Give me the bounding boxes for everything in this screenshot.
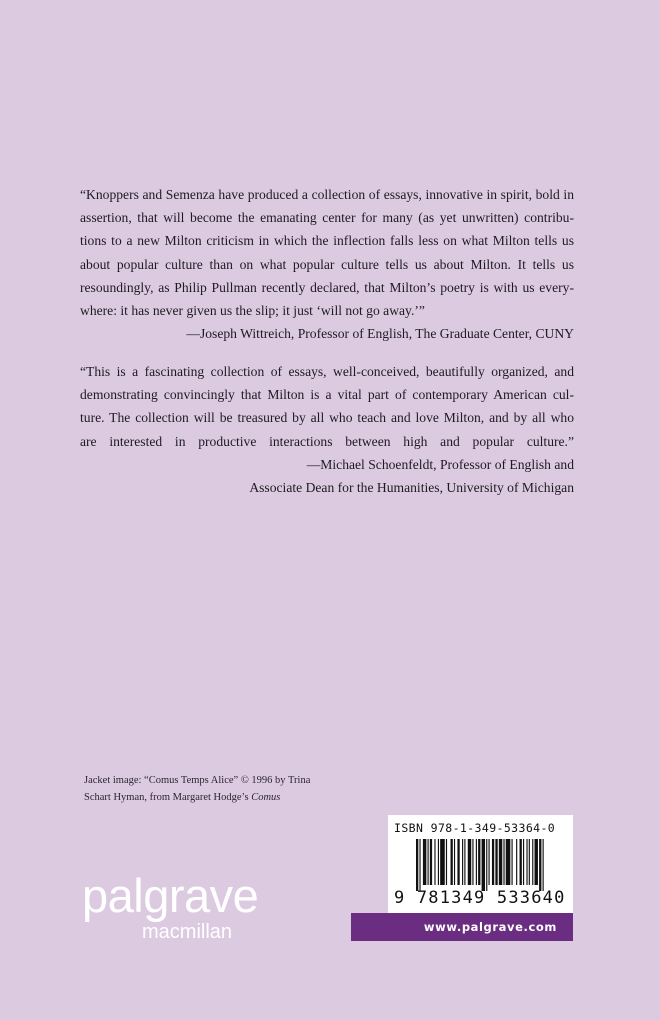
isbn-barcode [388, 815, 573, 913]
barcode-bar [488, 839, 489, 885]
quote-line: ture. The collection will be treasured by all who teach and love Milton, and by all who [80, 410, 574, 426]
barcode-bar [419, 839, 420, 891]
barcode-bar [464, 839, 465, 885]
logo-subtitle: macmillan [142, 921, 233, 943]
barcode-bar [440, 839, 445, 885]
endorsement-quote-schoenfeldt [80, 360, 574, 499]
barcode-bar [523, 839, 524, 885]
barcode-bar [486, 839, 487, 891]
logo-wordmark: palgrave [82, 869, 259, 922]
barcode-bar [532, 839, 533, 885]
barcode-bar [543, 839, 544, 891]
barcode-bar [529, 839, 530, 885]
barcode-bar [520, 839, 522, 885]
quote-attribution: Associate Dean for the Humanities, University of Michigan [249, 480, 574, 496]
barcode-bar [468, 839, 471, 885]
credit-book-title: Comus [251, 792, 281, 803]
barcode-bar [506, 839, 511, 885]
barcode-bar [539, 839, 541, 891]
barcode-bar [535, 839, 538, 885]
barcode-bar [451, 839, 453, 885]
barcode-bar [503, 839, 504, 885]
barcode-bar [511, 839, 512, 885]
isbn-digits: 9 781349 533640 [394, 888, 566, 908]
quote-attribution: —Michael Schoenfeldt, Professor of English and [306, 456, 574, 472]
barcode-bar [438, 839, 439, 885]
credit-line: Jacket image: “Comus Temps Alice” © 1996 by Trina [84, 775, 311, 786]
publisher-logo [82, 870, 282, 950]
barcode-bar [416, 839, 418, 891]
isbn-label: ISBN 978-1-349-53364-0 [394, 821, 556, 835]
barcode-bar [516, 839, 517, 885]
barcode-bar [454, 839, 455, 885]
barcode-bar [499, 839, 502, 885]
barcode-bar [472, 839, 473, 885]
barcode-bar [462, 839, 463, 885]
quote-line: resoundingly, as Philip Pullman recently declared, that Milton’s poetry is with us every- [80, 279, 574, 295]
endorsement-quote-wittreich [80, 183, 574, 345]
quote-line: “Knoppers and Semenza have produced a collection of essays, innovative in spirit, bold in [80, 187, 574, 202]
credit-line [84, 789, 324, 806]
quote-line: demonstrating convincingly that Milton is a vital part of contemporary American cul- [80, 387, 574, 403]
quote-line: where: it has never given us the slip; it just ‘will not go away.’” [80, 303, 425, 319]
jacket-image-credit [84, 772, 324, 806]
quote-line: tions to a new Milton criticism in which the inflection falls less on what Milton tells us [80, 233, 574, 249]
barcode-bar [478, 839, 480, 885]
barcode-bar [476, 839, 477, 885]
credit-text: Schart Hyman, from Margaret Hodge’s [84, 792, 252, 803]
quote-line: assertion, that will become the emanating center for many (as yet unwritten) contribu- [80, 210, 574, 226]
barcode-bar [430, 839, 432, 885]
quote-attribution: —Joseph Wittreich, Professor of English, The Graduate Center, CUNY [186, 326, 574, 342]
barcode-bar [492, 839, 494, 885]
website-url[interactable]: www.palgrave.com [351, 913, 573, 941]
barcode-bar [526, 839, 527, 885]
barcode-bar [495, 839, 497, 885]
barcode-bar [428, 839, 429, 885]
barcode-bars [416, 839, 546, 891]
quote-line: “This is a fascinating collection of essays, well-conceived, beautifully organized, and [80, 364, 574, 379]
barcode-bar [457, 839, 459, 885]
barcode-bar [482, 839, 485, 891]
quote-line: about popular culture than on what popular culture tells us about Milton. It tells us [80, 256, 574, 272]
barcode-bar [423, 839, 426, 885]
barcode-bar [434, 839, 435, 885]
barcode-bar [446, 839, 447, 885]
quote-line: are interested in productive interactions between high and popular culture.” [80, 433, 574, 449]
